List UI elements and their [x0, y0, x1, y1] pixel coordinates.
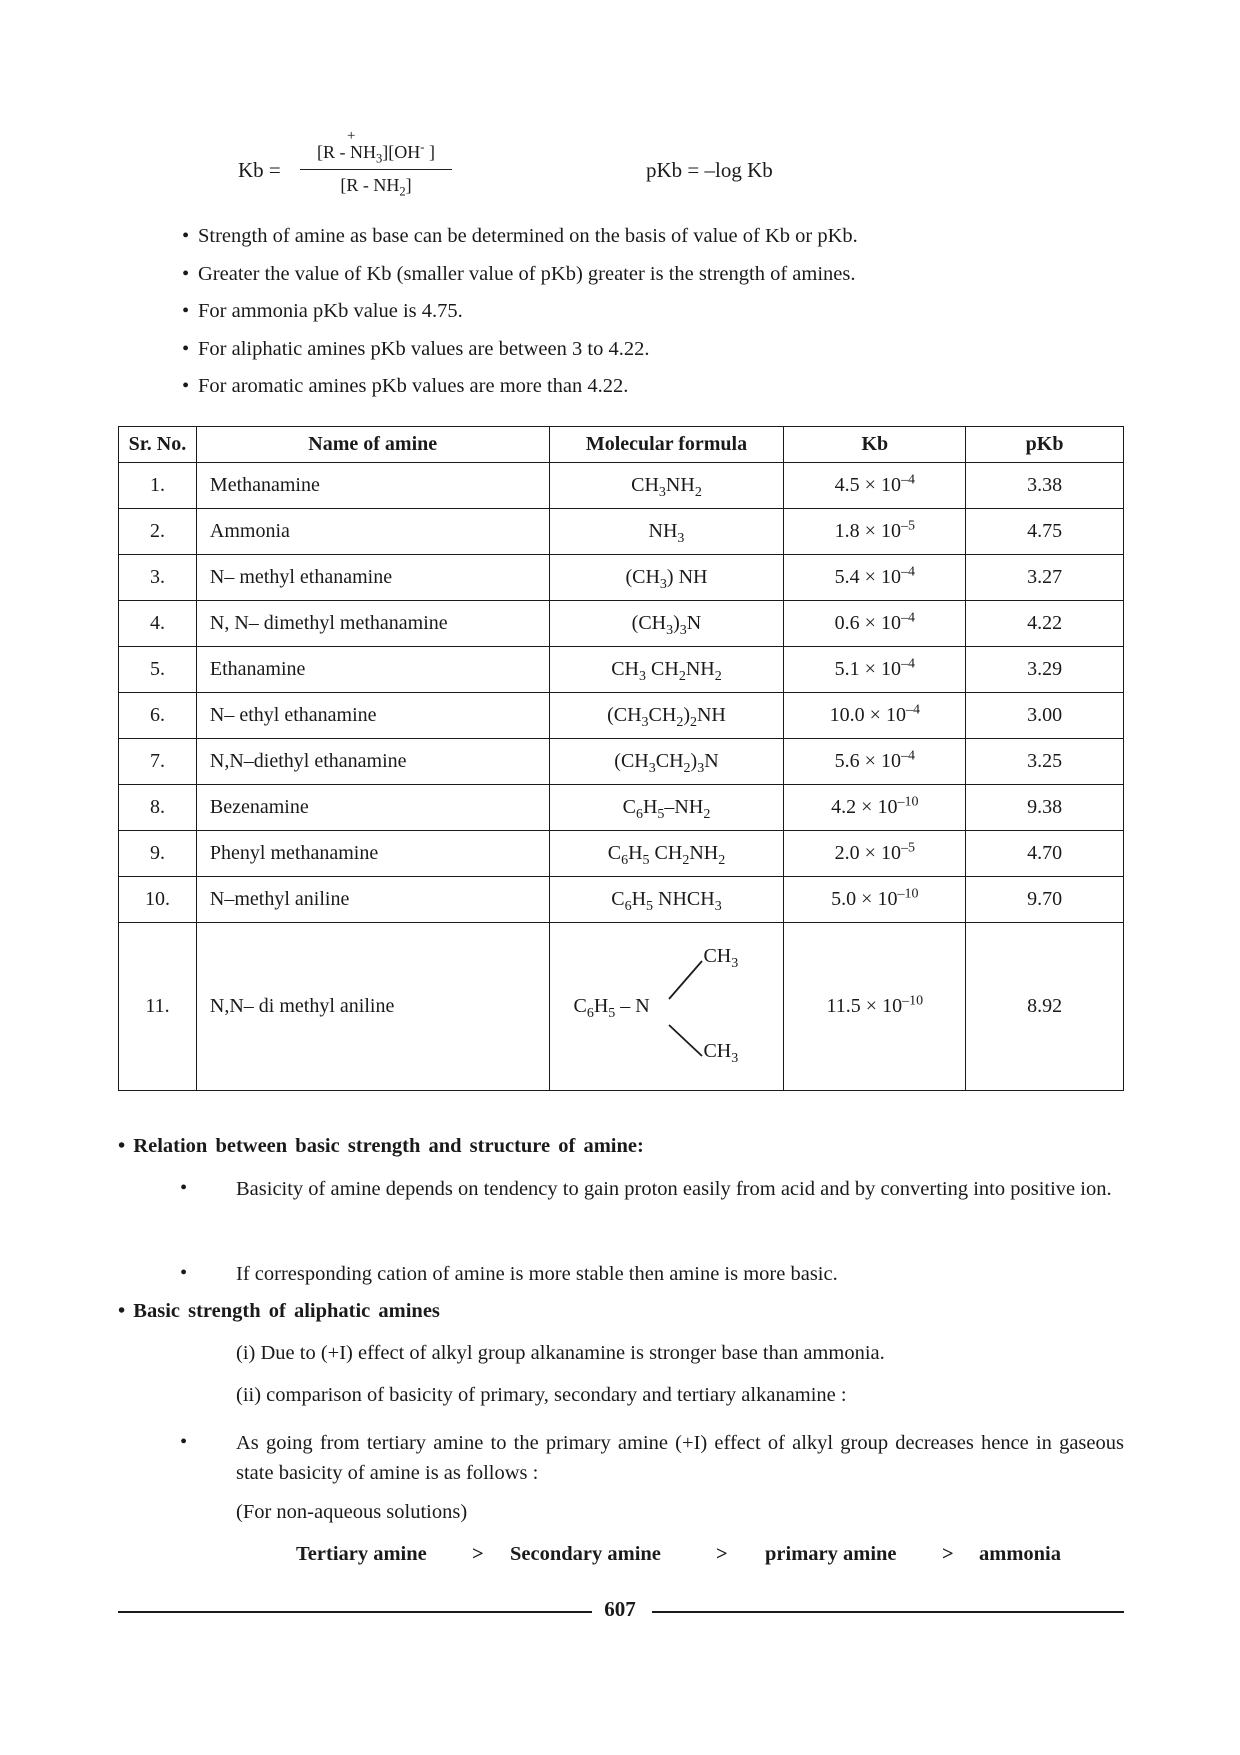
formula-subscript: 3	[666, 622, 674, 638]
formula-subscript: 2	[718, 852, 726, 868]
times-sign: ×	[864, 566, 876, 588]
formula-text: NH	[689, 842, 719, 864]
bullet-item: • Greater the value of Kb (smaller value of pKb) greater is the strength of amines.	[182, 260, 858, 298]
formula-text: ) NH	[666, 566, 708, 588]
cell-pkb: 3.25	[966, 739, 1124, 785]
amine-strength-bullets	[182, 222, 858, 410]
cell-sr-no: 6.	[119, 693, 197, 739]
cell-kb	[784, 831, 966, 877]
cell-pkb: 9.70	[966, 877, 1124, 923]
cell-amine-name: Ethanamine	[196, 647, 549, 693]
cell-amine-name: N,N– di methyl aniline	[196, 923, 549, 1091]
formula-text: ][OH	[382, 142, 421, 162]
cell-sr-no: 9.	[119, 831, 197, 877]
kb-mantissa: 4.5	[834, 474, 860, 496]
cell-molecular-formula	[549, 693, 784, 739]
formula-text: H	[593, 995, 609, 1017]
formula-text: (CH	[607, 704, 642, 726]
cell-sr-no: 7.	[119, 739, 197, 785]
cell-molecular-formula	[549, 923, 784, 1091]
formula-subscript: 2	[683, 760, 691, 776]
bullet-dot: •	[180, 1177, 188, 1199]
cell-molecular-formula	[549, 739, 784, 785]
bullet-dot: •	[182, 337, 190, 360]
order-gt: >	[716, 1543, 728, 1565]
times-sign: ×	[865, 995, 878, 1017]
kb-exponent: –10	[897, 794, 919, 810]
table-row	[119, 463, 1124, 509]
formula-subscript: 3	[648, 760, 656, 776]
cell-kb	[784, 555, 966, 601]
formula-text: CH	[611, 658, 640, 680]
cell-kb	[784, 877, 966, 923]
table-row	[119, 647, 1124, 693]
times-sign: ×	[864, 842, 876, 864]
kb-label: Kb =	[238, 158, 281, 182]
order-gt: >	[942, 1543, 954, 1565]
bullet-dot: •	[180, 1262, 188, 1284]
formula-subscript: 6	[624, 898, 632, 914]
formula-text: )	[690, 750, 698, 772]
power-base: 10	[885, 704, 906, 726]
formula-subscript: 3	[376, 151, 383, 166]
pkb-formula: pKb = –log Kb	[646, 158, 773, 182]
table-row	[119, 877, 1124, 923]
cell-kb	[784, 601, 966, 647]
formula-subscript: 5	[608, 1005, 616, 1021]
branched-structure	[566, 923, 766, 1090]
power-base: 10	[880, 842, 901, 864]
kb-mantissa: 2.0	[834, 842, 860, 864]
kb-exponent: –4	[905, 702, 920, 718]
formula-text: CH	[646, 658, 679, 680]
formula-text: (CH	[631, 612, 667, 634]
header-formula: Molecular formula	[549, 427, 784, 463]
cell-pkb: 8.92	[966, 923, 1124, 1091]
kb-numerator	[300, 140, 452, 166]
kb-mantissa: 1.8	[834, 520, 860, 542]
cell-molecular-formula	[549, 647, 784, 693]
bullet-item: • For aliphatic amines pKb values are between 3 to 4.22.	[182, 335, 858, 373]
cell-amine-name: N–methyl aniline	[196, 877, 549, 923]
kb-mantissa: 5.1	[834, 658, 860, 680]
table-row	[119, 601, 1124, 647]
order-primary: primary amine	[765, 1543, 897, 1565]
kb-exponent: –4	[900, 656, 915, 672]
formula-subscript: 3	[639, 668, 647, 684]
formula-subscript: 5	[646, 898, 654, 914]
formula-subscript: 2	[714, 668, 722, 684]
times-sign: ×	[861, 796, 873, 818]
formula-text: N	[704, 750, 719, 772]
aliphatic-point: As going from tertiary amine to the primary amine (+I) effect of alkyl group decreases hence in gaseous state basicity of amine is as follows :	[236, 1432, 1124, 1484]
formula-text: CH	[648, 704, 677, 726]
cell-kb	[784, 647, 966, 693]
formula-subscript: 3	[677, 530, 685, 546]
times-sign: ×	[864, 612, 876, 634]
formula-subscript: 3	[641, 714, 649, 730]
table-header-row	[119, 427, 1124, 463]
kb-mantissa: 10.0	[829, 704, 865, 726]
formula-superscript: -	[420, 140, 425, 155]
cell-kb	[784, 509, 966, 555]
power-base: 10	[877, 796, 898, 818]
formula-text: CH	[703, 945, 732, 967]
aliphatic-heading: • Basic strength of aliphatic amines	[118, 1300, 440, 1322]
cell-sr-no: 5.	[119, 647, 197, 693]
kb-mantissa: 4.2	[831, 796, 857, 818]
kb-exponent: –4	[900, 748, 915, 764]
cell-pkb: 4.70	[966, 831, 1124, 877]
cell-sr-no: 2.	[119, 509, 197, 555]
cell-amine-name: N– methyl ethanamine	[196, 555, 549, 601]
bullet-dot: •	[182, 225, 190, 247]
formula-subscript: 3	[731, 955, 739, 971]
cell-pkb: 3.00	[966, 693, 1124, 739]
cell-sr-no: 10.	[119, 877, 197, 923]
cell-molecular-formula	[549, 785, 784, 831]
formula-text: N	[686, 612, 702, 634]
formula-text: NH	[696, 704, 726, 726]
kb-exponent: –4	[900, 610, 915, 626]
cell-amine-name: Bezenamine	[196, 785, 549, 831]
formula-text: ]	[405, 175, 412, 195]
relation-heading: • Relation between basic strength and structure of amine:	[118, 1135, 644, 1157]
cell-pkb: 4.75	[966, 509, 1124, 555]
cell-molecular-formula	[549, 601, 784, 647]
bond-line	[669, 961, 702, 999]
times-sign: ×	[869, 704, 881, 726]
bullet-dot: •	[182, 262, 190, 285]
table-row	[119, 831, 1124, 877]
cell-sr-no: 11.	[119, 923, 197, 1091]
formula-subscript: 6	[621, 852, 629, 868]
cell-molecular-formula	[549, 463, 784, 509]
power-base: 10	[880, 658, 901, 680]
footer-rule-right	[652, 1611, 1124, 1613]
cell-sr-no: 1.	[119, 463, 197, 509]
formula-text: H	[642, 796, 658, 818]
table-row	[119, 693, 1124, 739]
formula-subscript: 5	[642, 852, 650, 868]
kb-exponent: –10	[902, 993, 924, 1009]
times-sign: ×	[864, 658, 876, 680]
footer-rule-left	[118, 1611, 592, 1613]
table-row	[119, 739, 1124, 785]
bullet-item: • For ammonia pKb value is 4.75.	[182, 297, 858, 335]
cell-pkb: 9.38	[966, 785, 1124, 831]
formula-subscript: 2	[682, 852, 690, 868]
structure-bottom-methyl	[703, 1040, 739, 1066]
kb-mantissa: 5.4	[834, 566, 860, 588]
aliphatic-item-i: (i) Due to (+I) effect of alkyl group alkanamine is stronger base than ammonia.	[236, 1342, 885, 1364]
kb-exponent: –4	[900, 564, 915, 580]
formula-text: )	[673, 612, 680, 634]
bullet-dot: •	[182, 375, 190, 397]
cell-sr-no: 3.	[119, 555, 197, 601]
formula-text: [R - NH	[340, 175, 400, 195]
cell-sr-no: 4.	[119, 601, 197, 647]
formula-subscript: 3	[697, 760, 705, 776]
cell-molecular-formula	[549, 831, 784, 877]
cell-molecular-formula	[549, 509, 784, 555]
formula-text: C	[611, 888, 625, 910]
bullet-item: • Strength of amine as base can be determined on the basis of value of Kb or pKb.	[182, 222, 858, 260]
formula-subscript: 6	[586, 1005, 594, 1021]
cell-kb	[784, 923, 966, 1091]
bond-line	[669, 1025, 702, 1056]
cell-amine-name: Phenyl methanamine	[196, 831, 549, 877]
formula-subscript: 3	[731, 1050, 739, 1066]
formula-text: H	[631, 888, 647, 910]
cell-amine-name: N,N–diethyl ethanamine	[196, 739, 549, 785]
kb-denominator	[300, 175, 452, 199]
formula-text: CH	[655, 750, 684, 772]
times-sign: ×	[861, 888, 873, 910]
table-body	[119, 463, 1124, 1091]
kb-exponent: –5	[900, 840, 915, 856]
amine-kb-table	[118, 426, 1124, 1091]
cell-kb	[784, 693, 966, 739]
kb-exponent: –10	[897, 886, 919, 902]
kb-mantissa: 5.6	[834, 750, 860, 772]
formula-subscript: 2	[703, 806, 711, 822]
formula-text: C	[622, 796, 636, 818]
cation-charge: +	[347, 128, 356, 144]
relation-point-1: Basicity of amine depends on tendency to gain proton easily from acid and by converting into positive ion.	[236, 1178, 1112, 1200]
power-base: 10	[882, 995, 903, 1017]
relation-point-2: If corresponding cation of amine is more stable then amine is more basic.	[236, 1263, 838, 1285]
page-number: 607	[604, 1597, 636, 1621]
cell-amine-name: N, N– dimethyl methanamine	[196, 601, 549, 647]
header-pkb: pKb	[966, 427, 1124, 463]
power-base: 10	[880, 612, 901, 634]
table-row	[119, 555, 1124, 601]
table-row	[119, 923, 1124, 1091]
times-sign: ×	[864, 520, 876, 542]
kb-exponent: –4	[900, 472, 915, 488]
formula-text: H	[628, 842, 643, 864]
formula-text: –NH	[664, 796, 704, 818]
cell-kb	[784, 739, 966, 785]
bullet-item: • For aromatic amines pKb values are more than 4.22.	[182, 372, 858, 410]
formula-subscript: 3	[679, 622, 687, 638]
formula-text: CH	[649, 842, 683, 864]
power-base: 10	[880, 520, 901, 542]
formula-subscript: 3	[659, 576, 667, 592]
structure-top-methyl	[703, 945, 739, 971]
times-sign: ×	[864, 474, 876, 496]
power-base: 10	[880, 750, 901, 772]
power-base: 10	[880, 474, 901, 496]
order-tertiary: Tertiary amine	[296, 1543, 427, 1565]
table-row	[119, 509, 1124, 555]
formula-subscript: 2	[399, 184, 406, 199]
power-base: 10	[880, 566, 901, 588]
formula-subscript: 3	[714, 898, 722, 914]
formula-text: CH	[703, 1040, 732, 1062]
cell-molecular-formula	[549, 555, 784, 601]
formula-subscript: 5	[657, 806, 665, 822]
kb-formula	[238, 128, 498, 208]
formula-text: )	[683, 704, 690, 726]
formula-subscript: 6	[635, 806, 643, 822]
kb-exponent: –5	[900, 518, 915, 534]
formula-text: (CH	[614, 750, 649, 772]
formula-subscript: 2	[689, 714, 697, 730]
aliphatic-item-ii: (ii) comparison of basicity of primary, secondary and tertiary alkanamine :	[236, 1384, 847, 1406]
aliphatic-note: (For non-aqueous solutions)	[236, 1501, 468, 1523]
power-base: 10	[877, 888, 898, 910]
cell-amine-name: Methanamine	[196, 463, 549, 509]
formula-subscript: 2	[676, 714, 684, 730]
formula-text: NHCH	[653, 888, 715, 910]
formula-text: CH	[631, 474, 659, 496]
table-row	[119, 785, 1124, 831]
formula-text: NH	[685, 658, 715, 680]
cell-sr-no: 8.	[119, 785, 197, 831]
formula-text: C	[573, 995, 587, 1017]
cell-molecular-formula	[549, 877, 784, 923]
order-gt: >	[472, 1543, 484, 1565]
kb-mantissa: 5.0	[831, 888, 857, 910]
order-ammonia: ammonia	[979, 1543, 1061, 1565]
cell-pkb: 3.27	[966, 555, 1124, 601]
formula-subscript: 2	[678, 668, 686, 684]
cell-kb	[784, 463, 966, 509]
formula-text: [R - NH	[317, 142, 376, 162]
formula-subscript: 3	[658, 484, 666, 500]
formula-text: – N	[615, 995, 650, 1017]
cell-kb	[784, 785, 966, 831]
bullet-dot: •	[180, 1431, 188, 1453]
cell-pkb: 3.38	[966, 463, 1124, 509]
cell-amine-name: N– ethyl ethanamine	[196, 693, 549, 739]
formula-text: NH	[648, 520, 678, 542]
bullet-dot: •	[182, 300, 190, 322]
times-sign: ×	[864, 750, 876, 772]
header-kb: Kb	[784, 427, 966, 463]
formula-subscript: 2	[694, 484, 702, 500]
header-sr-no: Sr. No.	[119, 427, 197, 463]
structure-main-chain	[573, 995, 650, 1021]
cell-pkb: 4.22	[966, 601, 1124, 647]
order-secondary: Secondary amine	[510, 1543, 661, 1565]
cell-amine-name: Ammonia	[196, 509, 549, 555]
kb-mantissa: 0.6	[834, 612, 860, 634]
formula-text: ]	[424, 142, 435, 162]
header-name: Name of amine	[196, 427, 549, 463]
formula-text: NH	[665, 474, 695, 496]
formula-text: (CH	[625, 566, 660, 588]
fraction-bar	[300, 169, 452, 170]
cell-pkb: 3.29	[966, 647, 1124, 693]
kb-mantissa: 11.5	[826, 995, 861, 1017]
formula-text: C	[607, 842, 622, 864]
